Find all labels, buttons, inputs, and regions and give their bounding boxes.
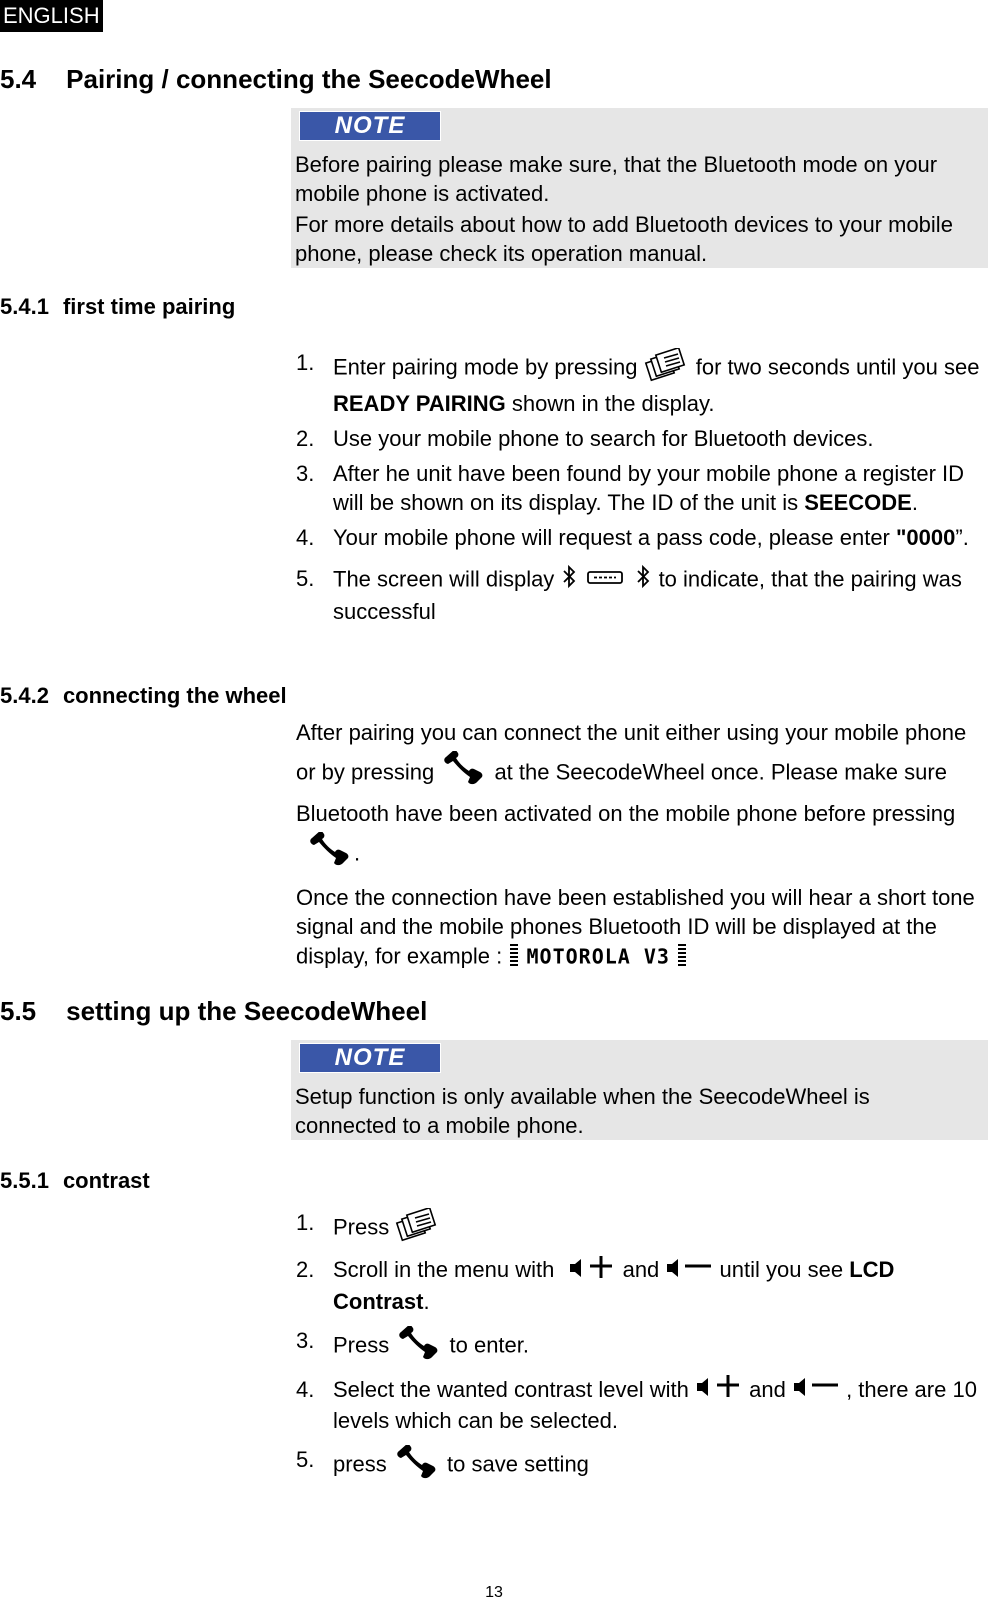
note-badge: NOTE bbox=[299, 1043, 441, 1073]
step-text: Use your mobile phone to search for Bluetooth devices. bbox=[333, 426, 874, 451]
step-number: 2. bbox=[296, 426, 315, 451]
note-text-1: Before pairing please make sure, that the Bluetooth mode on your mobile phone is activated. bbox=[295, 152, 938, 206]
step-number: 1. bbox=[296, 350, 315, 375]
battery-bar-icon bbox=[676, 941, 688, 974]
contrast-steps bbox=[296, 1208, 986, 1492]
list-item bbox=[296, 459, 986, 517]
step-number: 4. bbox=[296, 1376, 315, 1402]
volume-down-icon bbox=[792, 1375, 840, 1406]
list-item bbox=[296, 558, 986, 626]
section-title: connecting the wheel bbox=[62, 683, 287, 708]
step-text: Select the wanted contrast level with bbox=[333, 1376, 689, 1402]
paragraph-text: After pairing you can connect the unit either using your mobile phone or by pressing bbox=[296, 720, 967, 785]
step-text: Press bbox=[333, 1332, 390, 1357]
list-item bbox=[296, 424, 986, 453]
step-text: to indicate, that the pairing was successful bbox=[333, 566, 962, 624]
volume-up-icon bbox=[695, 1375, 743, 1406]
lcd-example-text: MOTOROLA V3 bbox=[526, 944, 670, 969]
step-text: ”. bbox=[955, 525, 969, 550]
list-item bbox=[296, 1373, 986, 1436]
step-text: and bbox=[749, 1376, 786, 1402]
menu-button-icon bbox=[395, 1208, 441, 1249]
connection-established-paragraph bbox=[296, 883, 986, 974]
paragraph-text: . bbox=[354, 840, 361, 866]
step-text: The screen will display bbox=[333, 566, 555, 592]
signal-bar-icon bbox=[508, 941, 520, 974]
section-5-4-1-heading bbox=[0, 294, 235, 320]
list-item bbox=[296, 1208, 986, 1249]
step-text: to save setting bbox=[447, 1451, 589, 1477]
section-title: first time pairing bbox=[62, 294, 236, 319]
step-number: 3. bbox=[296, 1327, 315, 1353]
step-text: shown in the display. bbox=[511, 391, 715, 416]
step-text: . bbox=[423, 1288, 430, 1314]
step-text: . bbox=[911, 490, 918, 515]
step-text: Your mobile phone will request a pass code, please enter bbox=[333, 525, 890, 550]
volume-up-icon bbox=[568, 1256, 616, 1287]
step-text: until you see bbox=[719, 1257, 844, 1282]
pass-code-text: "0000 bbox=[896, 525, 956, 550]
note-badge: NOTE bbox=[299, 111, 441, 141]
list-item bbox=[296, 1255, 986, 1316]
section-title: setting up the SeecodeWheel bbox=[66, 996, 428, 1026]
phone-call-icon bbox=[395, 1326, 443, 1367]
step-text: , there are 10 levels which can be selected. bbox=[333, 1376, 977, 1434]
phone-call-icon bbox=[440, 751, 488, 796]
note-box-setup bbox=[291, 1040, 988, 1140]
device-id-text: SEECODE bbox=[804, 490, 912, 515]
phone-call-icon bbox=[393, 1445, 441, 1486]
volume-down-icon bbox=[665, 1256, 713, 1287]
step-number: 4. bbox=[296, 525, 315, 550]
paragraph-text: at the SeecodeWheel once. Please make sure Bluetooth have been activated on the mobile phone before pressing bbox=[296, 759, 956, 826]
ready-pairing-text: READY PAIRING bbox=[333, 391, 506, 416]
step-text: Press bbox=[333, 1214, 390, 1240]
list-item bbox=[296, 348, 986, 418]
step-number: 5. bbox=[296, 566, 315, 591]
section-5-5-1-heading bbox=[0, 1168, 150, 1194]
step-text: Enter pairing mode by pressing bbox=[333, 354, 638, 380]
section-number: 5.4.1 bbox=[0, 294, 49, 319]
step-text: to enter. bbox=[449, 1332, 530, 1357]
list-item bbox=[296, 523, 986, 552]
step-text: press bbox=[333, 1451, 387, 1477]
section-title: contrast bbox=[62, 1168, 150, 1193]
section-title: Pairing / connecting the SeecodeWheel bbox=[66, 64, 552, 94]
step-number: 5. bbox=[296, 1447, 315, 1473]
section-number: 5.4.2 bbox=[0, 683, 49, 708]
step-text: Scroll in the menu with bbox=[333, 1257, 555, 1282]
section-5-4-heading bbox=[0, 64, 552, 95]
note-text-2 bbox=[295, 210, 975, 268]
section-number: 5.4 bbox=[0, 64, 37, 94]
list-item bbox=[296, 1441, 986, 1486]
step-number: 1. bbox=[296, 1210, 315, 1235]
section-number: 5.5.1 bbox=[0, 1168, 49, 1193]
language-label: ENGLISH bbox=[0, 0, 103, 32]
step-number: 2. bbox=[296, 1257, 315, 1282]
section-number: 5.5 bbox=[0, 996, 37, 1026]
note-text-2-content: For more details about how to add Bluetooth devices to your mobile phone, please check its operation manual. bbox=[295, 212, 953, 266]
step-number: 3. bbox=[296, 461, 315, 486]
menu-button-icon bbox=[644, 348, 690, 389]
page-number: 13 bbox=[485, 1584, 503, 1601]
section-5-5-heading bbox=[0, 996, 427, 1027]
list-item bbox=[296, 1322, 986, 1367]
note-box-pairing bbox=[291, 108, 988, 268]
step-text: and bbox=[622, 1257, 660, 1282]
connecting-paragraph bbox=[296, 715, 986, 877]
pairing-steps bbox=[296, 348, 986, 632]
note-text: Setup function is only available when the SeecodeWheel is connected to a mobile phone. bbox=[295, 1084, 870, 1138]
lcd-contrast-text: LCD Contrast bbox=[333, 1257, 895, 1314]
paragraph-text: Once the connection have been established you will hear a short tone signal and the mobile phones Bluetooth ID will be displayed at the display, for example : bbox=[296, 885, 975, 969]
bluetooth-paired-icon bbox=[560, 564, 652, 597]
section-5-4-2-heading bbox=[0, 683, 287, 709]
step-text: After he unit have been found by your mobile phone a register ID will be shown on its display. The ID of the unit is bbox=[333, 461, 965, 515]
step-text: for two seconds until you see bbox=[695, 354, 980, 380]
phone-call-icon bbox=[306, 832, 354, 877]
